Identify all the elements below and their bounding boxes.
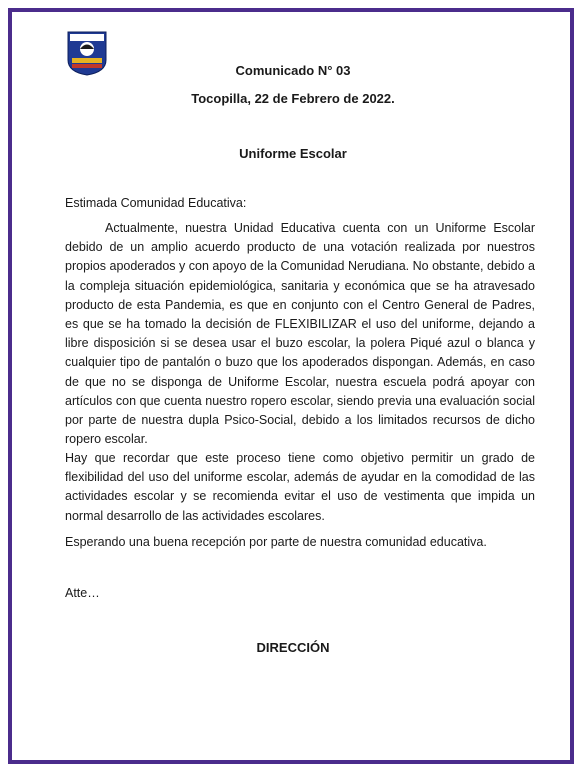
body-paragraph-3: Esperando una buena recepción por parte de nuestra comunidad educativa.	[65, 535, 487, 549]
greeting: Estimada Comunidad Educativa:	[65, 196, 247, 210]
place-date: Tocopilla, 22 de Febrero de 2022.	[191, 91, 395, 106]
body-paragraph-1: Actualmente, nuestra Unidad Educativa cuenta con un Uniforme Escolar debido de un amplio acuerdo producto de una votación realizada por nuestros propios apoderados y con apoyo de la Comunidad Nerudiana. No obstante, debido a la compleja situación epidemiológica, sanitaria y económica que se ha atravesado producto de esta Pandemia, es que en conjunto con el Centro General de Padres, es que se ha tomado la decisión de FLEXIBILIZAR el uso del uniforme, dejando a libre disposición si se desea usar el buzo escolar, la polera Piqué azul o blanca y cualquier tipo de pantalón o buzo que los apoderados dispongan. Además, en caso de que no se disponga de Uniforme Escolar, nuestra escuela podrá apoyar con artículos con que cuenta nuestro ropero escolar, siendo previa una evaluación social por parte de nuestra dupla Psico-Social, debido a los limitados recursos de dicho ropero escolar.	[65, 221, 535, 447]
closing: Atte…	[65, 586, 100, 600]
document-subject: Uniforme Escolar	[239, 146, 347, 161]
body-paragraph-2: Hay que recordar que este proceso tiene como objetivo permitir un grado de flexibilidad del uso del uniforme escolar, además de ayudar en la comodidad de las actividades escolar y se recomienda evitar el uso de vestimenta que impida un normal desarrollo de las actividades escolares.	[65, 451, 535, 523]
document-title: Comunicado N° 03	[235, 63, 351, 78]
signature: DIRECCIÓN	[256, 640, 330, 655]
